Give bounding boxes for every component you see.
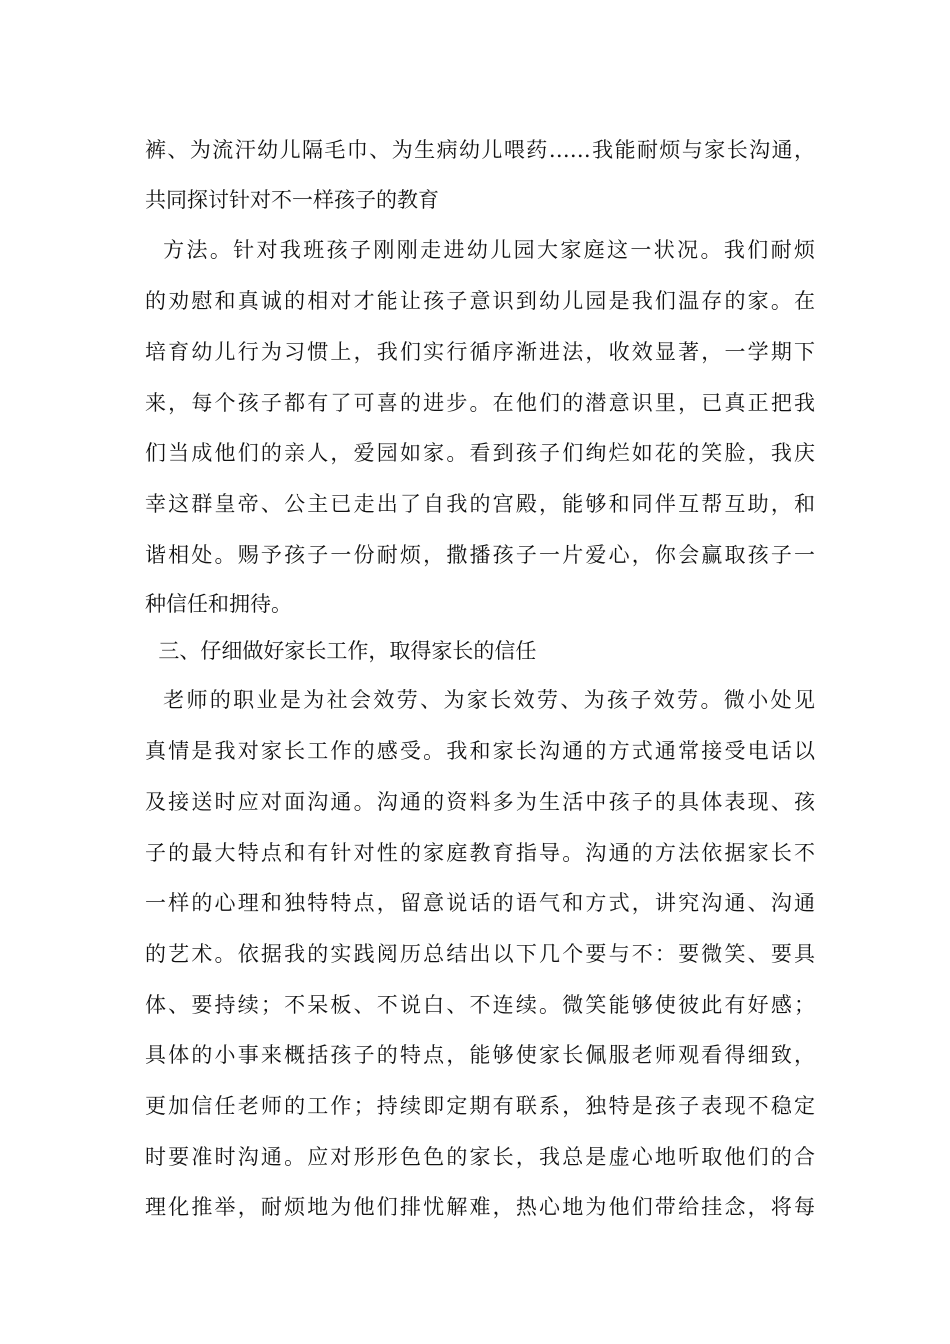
text-line: 培育幼儿行为习惯上，我们实行循序渐进法，收效显著，一学期下: [145, 340, 815, 364]
text-line: 子的最大特点和有针对性的家庭教育指导。沟通的方法依据家长不: [145, 841, 815, 865]
text-line: 来，每个孩子都有了可喜的进步。在他们的潜意识里，已真正把我: [145, 391, 815, 415]
text-line: 方法。针对我班孩子刚刚走进幼儿园大家庭这一状况。我们耐烦: [145, 238, 815, 262]
text-line: 具体的小事来概括孩子的特点，能够使家长佩服老师观看得细致，: [145, 1043, 815, 1067]
text-line: 种信任和拥待。: [145, 592, 292, 616]
text-line: 们当成他们的亲人，爱园如家。看到孩子们绚烂如花的笑脸，我庆: [145, 441, 815, 465]
text-line: 更加信任老师的工作；持续即定期有联系，独特是孩子表现不稳定: [145, 1094, 815, 1118]
text-line: 体、要持续；不呆板、不说白、不连续。微笑能够使彼此有好感；: [145, 993, 815, 1017]
text-line: 真情是我对家长工作的感受。我和家长沟通的方式通常接受电话以: [145, 739, 815, 763]
text-line: 谐相处。赐予孩子一份耐烦，撒播孩子一片爱心，你会赢取孩子一: [145, 543, 815, 567]
text-line: 时要准时沟通。应对形形色色的家长，我总是虚心地听取他们的合: [145, 1145, 815, 1169]
text-line: 幸这群皇帝、公主已走出了自我的宫殿，能够和同伴互帮互助，和: [145, 492, 815, 516]
text-line: 理化推举，耐烦地为他们排忧解难，热心地为他们带给挂念，将每: [145, 1195, 815, 1219]
text-line: 老师的职业是为社会效劳、为家长效劳、为孩子效劳。微小处见: [145, 688, 815, 712]
text-line: 一样的心理和独特特点，留意说话的语气和方式，讲究沟通、沟通: [145, 891, 815, 915]
text-line: 共同探讨针对不一样孩子的教育: [145, 188, 439, 212]
section-heading: 三、仔细做好家长工作，取得家长的信任: [145, 639, 537, 663]
text-line: 及接送时应对面沟通。沟通的资料多为生活中孩子的具体表现、孩: [145, 790, 815, 814]
text-line: 的劝慰和真诚的相对才能让孩子意识到幼儿园是我们温存的家。在: [145, 289, 815, 313]
text-line: 的艺术。依据我的实践阅历总结出以下几个要与不：要微笑、要具: [145, 942, 815, 966]
text-line: 裤、为流汗幼儿隔毛巾、为生病幼儿喂药……我能耐烦与家长沟通，: [145, 138, 815, 162]
